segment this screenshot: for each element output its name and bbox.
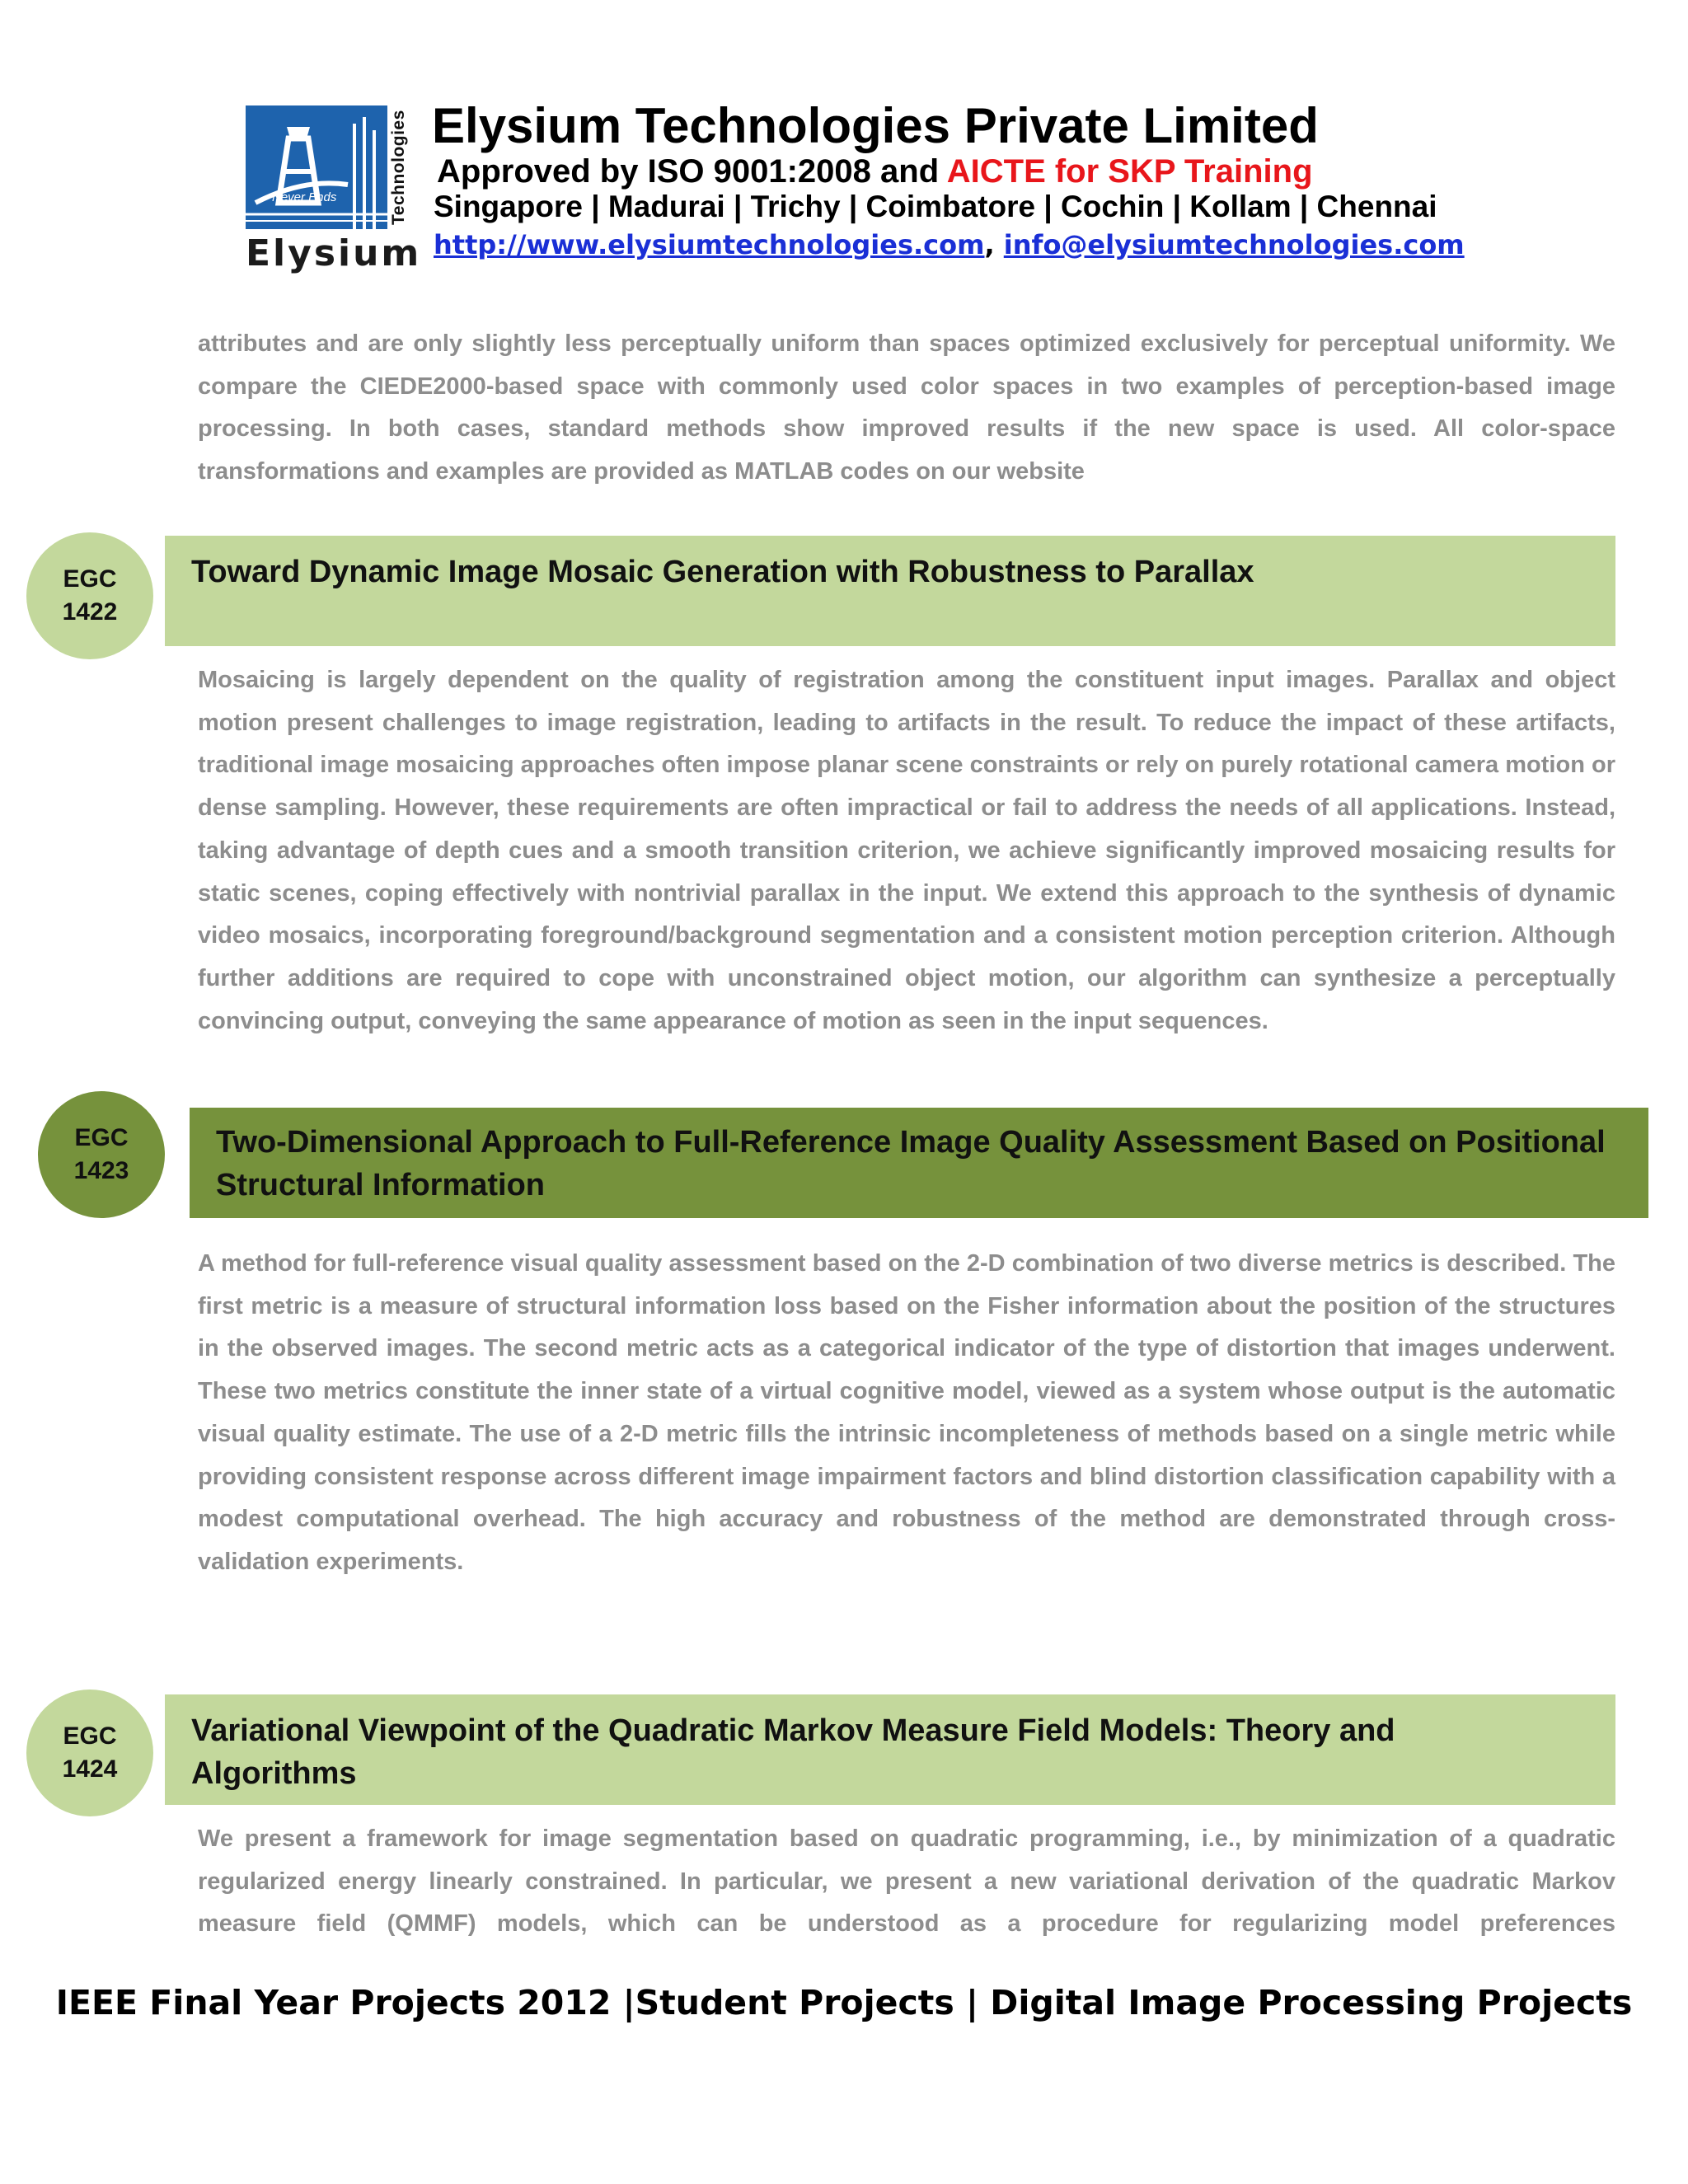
approval-prefix: Approved by ISO 9001:2008 and: [437, 153, 947, 190]
lighthouse-icon: [246, 105, 387, 229]
section-1423-title: Two-Dimensional Approach to Full-Reference Image Quality Assessment Based on Positional Structural Information: [216, 1125, 1606, 1202]
section-1424-code-number: 1424: [62, 1755, 118, 1783]
logo-vertical-text: Technologies: [389, 110, 408, 225]
section-1422-code-number: 1422: [62, 598, 118, 626]
approval-highlight: AICTE for SKP Training: [946, 153, 1313, 190]
section-1422-code-prefix: EGC: [63, 565, 117, 593]
section-1423-code-badge: [38, 1091, 165, 1218]
page-footer: IEEE Final Year Projects 2012 |Student Projects | Digital Image Processing Projects: [55, 1983, 1633, 2022]
logo-wordmark: Elysium: [246, 232, 422, 274]
section-1424-code-badge: [26, 1690, 153, 1816]
section-1424-title: Variational Viewpoint of the Quadratic Markov Measure Field Models: Theory and Algorithms: [191, 1713, 1395, 1791]
section-1422-title: Toward Dynamic Image Mosaic Generation with Robustness to Parallax: [191, 555, 1254, 589]
approval-line: [437, 153, 1313, 190]
section-1424-code-prefix: EGC: [63, 1722, 117, 1750]
office-locations: Singapore | Madurai | Trichy | Coimbatore | Cochin | Kollam | Chennai: [434, 190, 1437, 223]
email-link[interactable]: info@elysiumtechnologies.com: [1003, 229, 1465, 260]
section-1422-code-badge: [26, 532, 153, 659]
website-link[interactable]: http://www.elysiumtechnologies.com: [434, 229, 985, 260]
contact-links: [434, 229, 1465, 260]
section-1423-code-prefix: EGC: [74, 1124, 129, 1151]
intro-paragraph: attributes and are only slightly less perceptually uniform than spaces optimized exclusively for perceptual uniformity. We compare the CIEDE2000-based space with commonly used color spaces in two examples of perception-based image processing. In both cases, standard methods show improved results if the new space is used. All color-space transformations and examples are provided as MATLAB codes on our website: [198, 330, 1615, 485]
company-name: Elysium Technologies Private Limited: [432, 98, 1319, 153]
section-1424-abstract: We present a framework for image segmentation based on quadratic programming, i.e., by minimization of a quadratic regularized energy linearly constrained. In particular, we present a new variational derivation of the quadratic Markov measure field (QMMF) models, which can be understood as a procedure for regularizing model preferences: [198, 1825, 1615, 1938]
company-logo: [246, 105, 387, 229]
link-separator: ,: [984, 229, 1004, 260]
logo-badge-text: Never Ends: [272, 190, 337, 204]
section-1423-code-number: 1423: [73, 1157, 129, 1184]
section-1422-abstract: Mosaicing is largely dependent on the quality of registration among the constituent input images. Parallax and object motion present challenges to image registration, leading to artifacts in the result. To reduce the impact of these artifacts, traditional image mosaicing approaches often impose planar scene constraints or rely on purely rotational camera motion or dense sampling. However, these requirements are often impractical or fail to address the needs of all applications. Instead, taking advantage of depth cues and a smooth transition criterion, we achieve significantly improved mosaicing results for static scenes, coping effectively with nontrivial parallax in the input. We extend this approach to the synthesis of dynamic video mosaics, incorporating foreground/background segmentation and a consistent motion perception criterion. Although further additions are required to cope with unconstrained object motion, our algorithm can synthesize a perceptually convincing output, conveying the same appearance of motion as seen in the input sequences.: [198, 667, 1615, 1034]
section-1423-abstract: A method for full-reference visual quality assessment based on the 2-D combination of two diverse metrics is described. The first metric is a measure of structural information loss based on the Fisher information about the position of the structures in the observed images. The second metric acts as a categorical indicator of the type of distortion that images underwent. These two metrics constitute the inner state of a virtual cognitive model, viewed as a system whose output is the automatic visual quality estimate. The use of a 2-D metric fills the intrinsic incompleteness of methods based on a single metric while providing consistent response across different image impairment factors and blind distortion classification capability with a modest computational overhead. The high accuracy and robustness of the method are demonstrated through cross-validation experiments.: [198, 1250, 1615, 1575]
